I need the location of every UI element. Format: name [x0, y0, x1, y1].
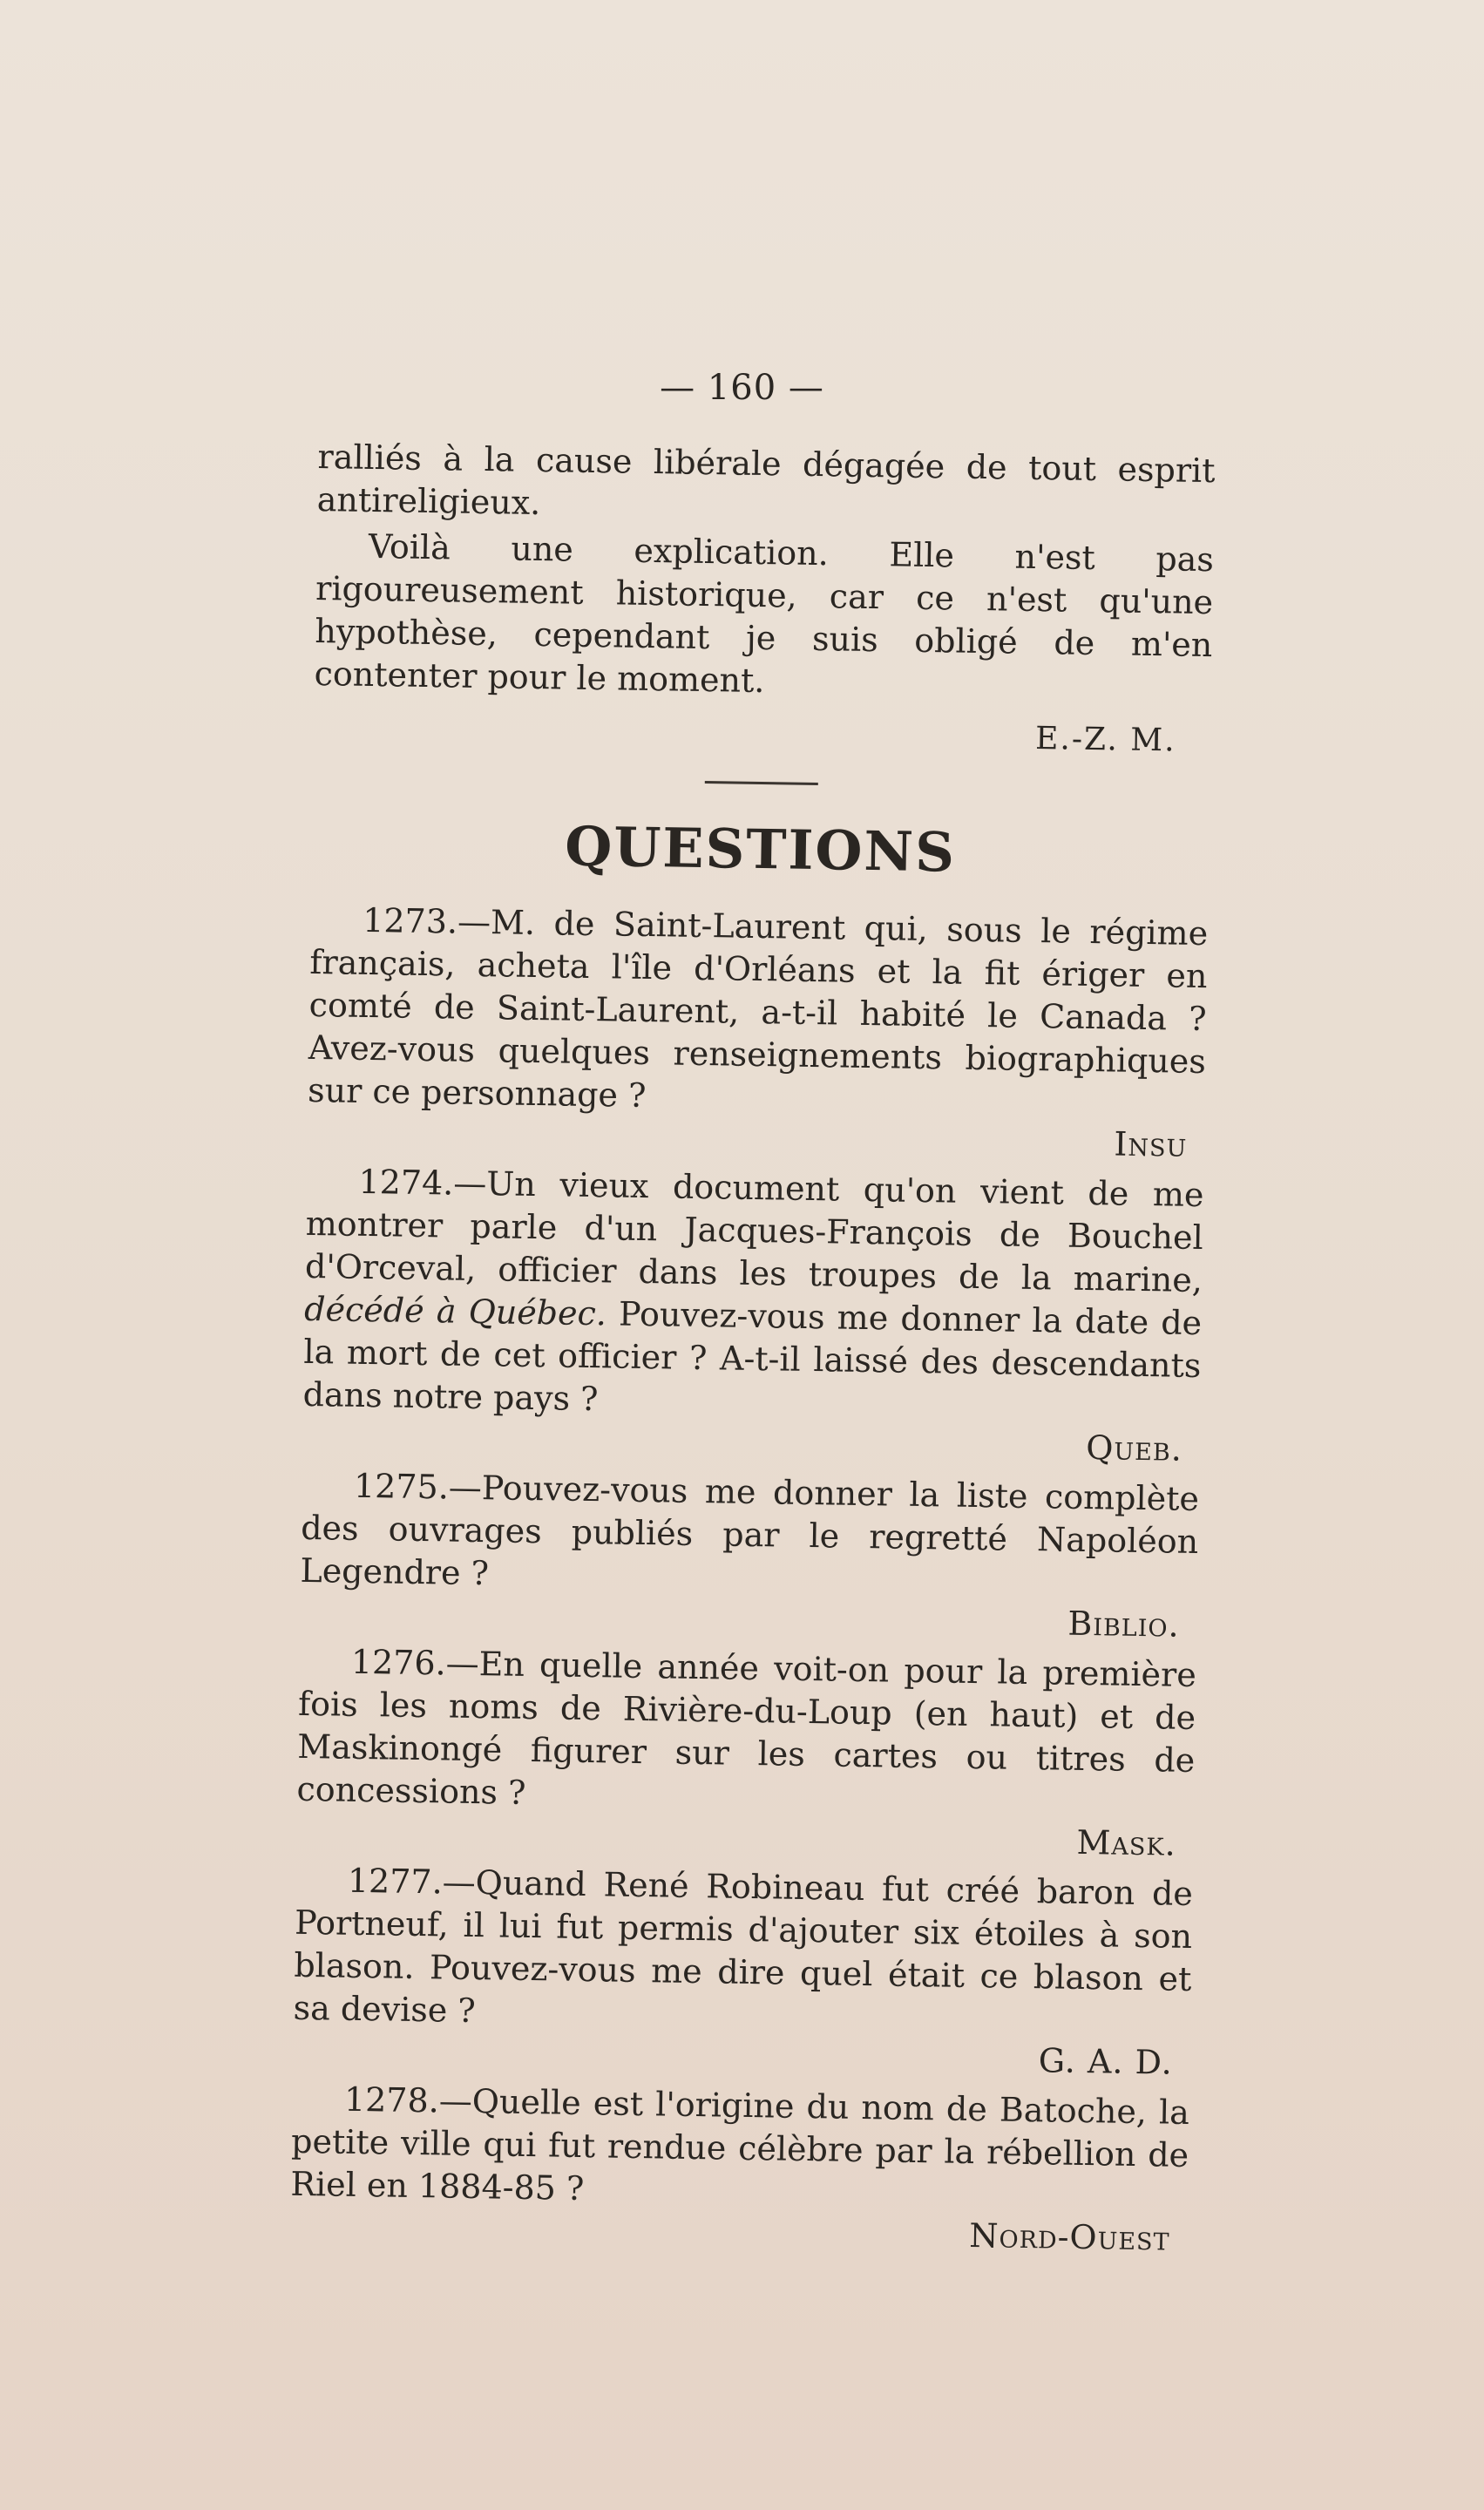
question-text: —Quand René Robineau fut créé baron de Portneuf, il lui fut permis d'ajouter six étoiles à son blason. Pouvez-vous me dire quel était ce blason et sa devise ? — [293, 1862, 1194, 2031]
question-signature: Insu — [1114, 1124, 1188, 1164]
question-1278 — [289, 2078, 1189, 2261]
author-signature: E.-Z. M. — [1034, 720, 1176, 759]
question-signature: Biblio. — [1067, 1604, 1181, 1645]
question-signature: Nord-Ouest — [968, 2215, 1170, 2258]
section-divider — [705, 781, 818, 785]
question-number: 1274. — [358, 1162, 454, 1203]
question-text-continued: Pouvez-vous me donner la date de la mort de cet officier ? A-t-il laissé des descendants dans notre pays ? — [302, 1294, 1203, 1419]
question-text: —M. de Saint-Laurent qui, sous le régime français, acheta l'île d'Orléans et la fit ériger en comté de Saint-Laurent, a-t-il habité le Canada ? Avez-vous quelques renseignements biographiques sur ce personnage ? — [307, 902, 1209, 1116]
question-1274 — [302, 1160, 1204, 1471]
question-number: 1275. — [353, 1466, 450, 1507]
question-number: 1278. — [343, 2079, 440, 2120]
question-1277 — [293, 1859, 1194, 2085]
question-signature: Queb. — [1085, 1428, 1183, 1469]
question-1276 — [295, 1640, 1196, 1866]
section-title: QUESTIONS — [564, 814, 957, 885]
continuation-paragraph-1: ralliés à la cause libérale dégagée de tout esprit antireligieux. — [316, 437, 1216, 523]
question-number: 1276. — [350, 1642, 447, 1683]
question-number: 1277. — [347, 1861, 444, 1902]
question-signature: G. A. D. — [1038, 2041, 1174, 2082]
question-text: —Un vieux document qu'on vient de me montrer parle d'un Jacques-François de Bouchel d'Orceval, officier dans les troupes de la marine, — [304, 1163, 1204, 1300]
page-number: — 160 — — [660, 368, 824, 408]
question-text-italic: décédé à Québec. — [303, 1289, 607, 1333]
question-text: —Quelle est l'origine du nom de Batoche, la petite ville qui fut rendue célèbre par la rébellion de Riel en 1884-85 ? — [290, 2081, 1190, 2208]
question-signature: Mask. — [1076, 1822, 1177, 1863]
question-text: —En quelle année voit-on pour la première fois les noms de Rivière-du-Loup (en haut) et de Maskinongé figurer sur les cartes ou titres de concessions ? — [296, 1644, 1197, 1812]
question-1273 — [307, 899, 1208, 1167]
question-text: —Pouvez-vous me donner la liste complète des ouvrages publiés par le regretté Napoléon Legendre ? — [300, 1468, 1200, 1593]
continuation-paragraph-2: Voilà une explication. Elle n'est pas rigoureusement historique, car ce n'est qu'une hypothèse, cependant je suis obligé de m'en contenter pour le moment. — [314, 526, 1215, 701]
question-1275 — [299, 1464, 1199, 1647]
page-text — [289, 436, 1216, 2268]
question-number: 1273. — [362, 900, 458, 941]
